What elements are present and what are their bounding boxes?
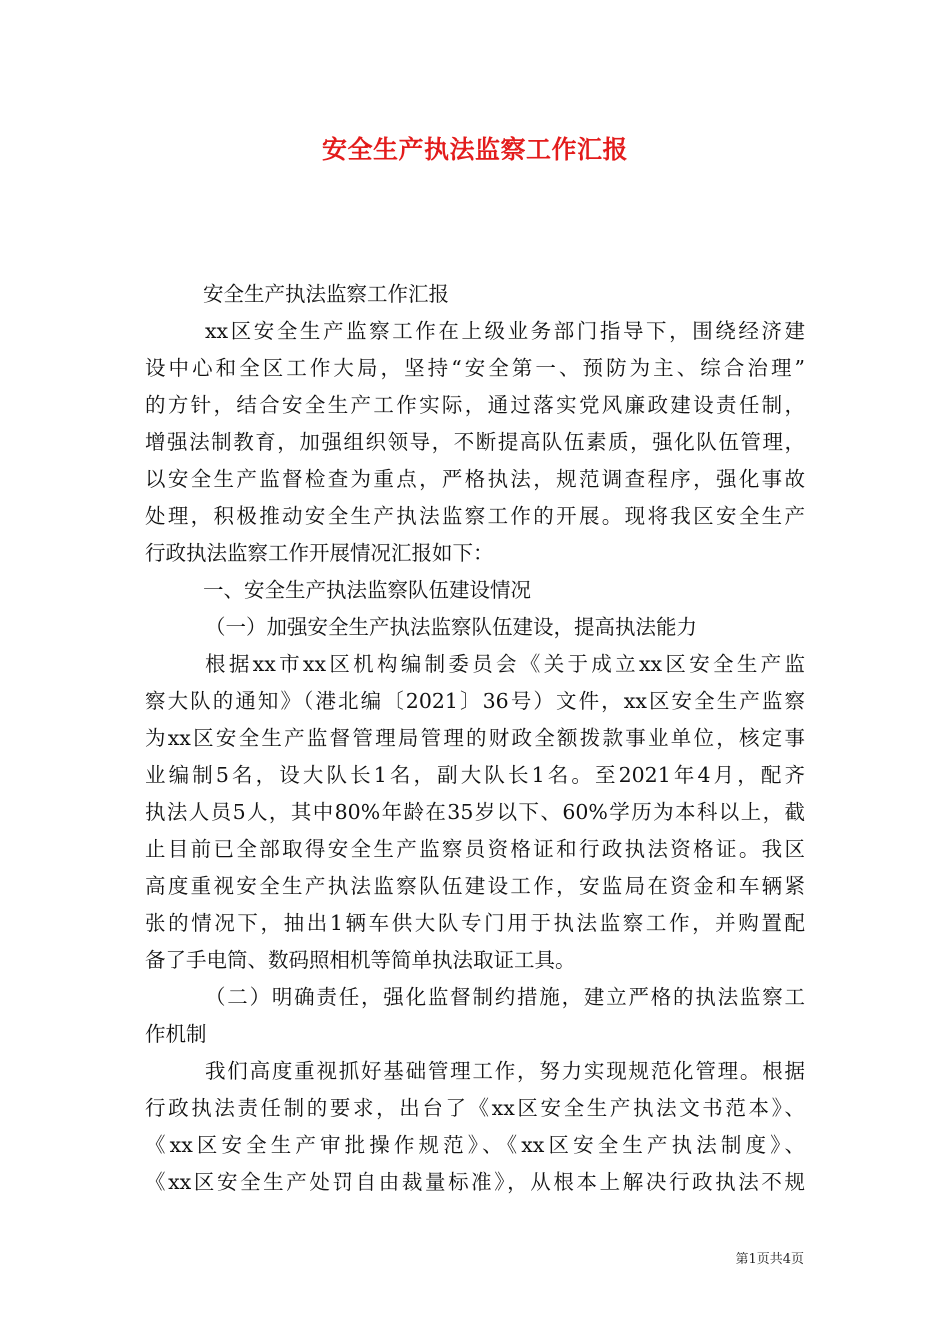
text-line: 高度重视安全生产执法监察队伍建设工作，安监局在资金和车辆紧: [145, 874, 805, 898]
text-line: 我们高度重视抓好基础管理工作，努力实现规范化管理。根据: [205, 1059, 805, 1083]
text-line: 察大队的通知》（港北编〔2021〕36号）文件，xx区安全生产监察: [145, 689, 805, 713]
text-line: 作机制: [145, 1022, 207, 1046]
document-body: [145, 276, 805, 1201]
text-line: 的方针，结合安全生产工作实际，通过落实党风廉政建设责任制，: [145, 393, 805, 417]
text-line: 行政执法责任制的要求，出台了《xx区安全生产执法文书范本》、: [145, 1096, 805, 1120]
text-line: xx区安全生产监察工作在上级业务部门指导下，围绕经济建: [205, 319, 805, 343]
text-line: 设中心和全区工作大局，坚持“安全第一、预防为主、综合治理”: [145, 356, 805, 380]
text-line: 执法人员5人，其中80%年龄在35岁以下、60%学历为本科以上，截: [145, 800, 805, 824]
text-line: 增强法制教育，加强组织领导，不断提高队伍素质，强化队伍管理，: [145, 430, 805, 454]
text-line: 《xx区安全生产处罚自由裁量标准》，从根本上解决行政执法不规: [145, 1170, 805, 1194]
text-line: 安全生产执法监察工作汇报: [203, 282, 449, 306]
text-line: 为xx区安全生产监督管理局管理的财政全额拨款事业单位，核定事: [145, 726, 805, 750]
text-line: （二）明确责任，强化监督制约措施，建立严格的执法监察工: [205, 985, 805, 1009]
text-line: 止目前已全部取得安全生产监察员资格证和行政执法资格证。我区: [145, 837, 805, 861]
text-line: 一、安全生产执法监察队伍建设情况: [203, 578, 531, 602]
text-line: 行政执法监察工作开展情况汇报如下：: [145, 541, 494, 565]
text-line: 备了手电筒、数码照相机等简单执法取证工具。: [145, 948, 576, 972]
text-line: 张的情况下，抽出1辆车供大队专门用于执法监察工作，并购置配: [145, 911, 805, 935]
page-number: 第1页共4页: [735, 1252, 804, 1267]
text-line: 《xx区安全生产审批操作规范》、《xx区安全生产执法制度》、: [145, 1133, 805, 1157]
text-line: 根据xx市xx区机构编制委员会《关于成立xx区安全生产监: [205, 652, 805, 676]
text-line: 处理，积极推动安全生产执法监察工作的开展。现将我区安全生产: [145, 504, 805, 528]
text-line: 业编制5名，设大队长1名，副大队长1名。至2021年4月，配齐: [145, 763, 805, 787]
page-title: 安全生产执法监察工作汇报: [321, 135, 628, 164]
text-line: （一）加强安全生产执法监察队伍建设，提高执法能力: [205, 615, 697, 639]
text-line: 以安全生产监督检查为重点，严格执法，规范调查程序，强化事故: [145, 467, 805, 491]
